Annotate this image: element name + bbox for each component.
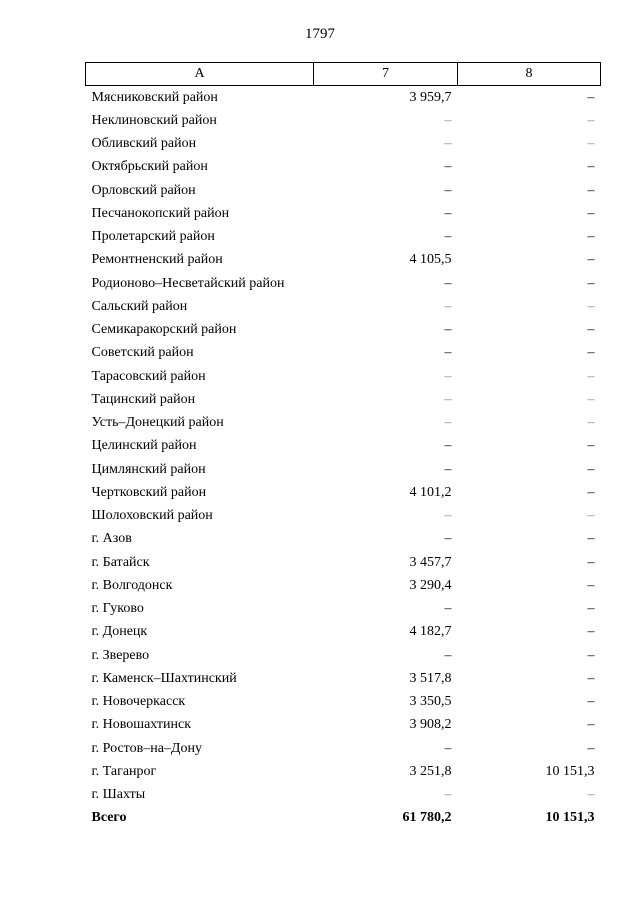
column-7-cell: – <box>444 345 452 361</box>
table-row <box>86 644 601 667</box>
column-7-cell: – <box>444 159 452 175</box>
column-8-cell: – <box>587 577 595 593</box>
column-7-cell: – <box>444 275 452 291</box>
table-row <box>86 458 601 481</box>
column-7-cell: – <box>444 205 452 221</box>
table-row <box>86 435 601 458</box>
table-row <box>86 784 601 807</box>
row-label-cell: Тацинский район <box>91 391 196 407</box>
table-row <box>86 691 601 714</box>
row-label-cell: г. Зверево <box>91 647 150 663</box>
row-label-cell: Мясниковский район <box>91 89 218 105</box>
column-7-cell: 3 517,8 <box>409 670 452 686</box>
column-header-a: А <box>86 63 314 86</box>
column-7-cell: – <box>444 368 452 384</box>
total-row <box>86 807 601 830</box>
table-row <box>86 737 601 760</box>
column-8-cell: – <box>587 531 595 547</box>
row-label-cell: Орловский район <box>91 182 196 198</box>
table-row <box>86 574 601 597</box>
column-8-cell: – <box>587 136 595 152</box>
table-row <box>86 528 601 551</box>
column-7-cell: 3 251,8 <box>409 763 452 779</box>
column-8-cell: 10 151,3 <box>545 763 595 779</box>
table-row <box>86 156 601 179</box>
column-8-cell: – <box>587 484 595 500</box>
row-label-cell: Тарасовский район <box>91 368 206 384</box>
table-row <box>86 342 601 365</box>
table-row <box>86 319 601 342</box>
row-label-cell: Песчанокопский район <box>91 205 230 221</box>
table-row <box>86 551 601 574</box>
column-header-8: 8 <box>458 63 601 86</box>
column-8-cell: – <box>587 438 595 454</box>
column-8-cell: – <box>587 554 595 570</box>
column-8-cell: – <box>587 694 595 710</box>
column-8-cell: – <box>587 624 595 640</box>
row-label-cell: Целинский район <box>91 438 197 454</box>
table-row <box>86 295 601 318</box>
table-row <box>86 621 601 644</box>
row-label-cell: Советский район <box>91 345 194 361</box>
column-8-cell: – <box>587 322 595 338</box>
row-label-cell: г. Шахты <box>91 787 146 803</box>
column-header-7: 7 <box>314 63 458 86</box>
row-label-cell: Сальский район <box>91 298 188 314</box>
column-7-cell: 3 457,7 <box>409 554 452 570</box>
row-label-cell: Неклиновский район <box>91 112 217 128</box>
table-row <box>86 714 601 737</box>
row-label-cell: г. Азов <box>91 531 132 547</box>
column-7-cell: – <box>444 136 452 152</box>
column-8-cell: – <box>587 345 595 361</box>
row-label-cell: г. Гуково <box>91 601 144 617</box>
column-7-cell: – <box>444 461 452 477</box>
column-8-cell: – <box>587 112 595 128</box>
column-8-cell: – <box>587 647 595 663</box>
table-row <box>86 505 601 528</box>
table-row <box>86 86 601 110</box>
table-row <box>86 388 601 411</box>
row-label-cell: г. Донецк <box>91 624 148 640</box>
table-row <box>86 109 601 132</box>
column-7-cell: 3 908,2 <box>409 717 452 733</box>
total-column-8-cell: 10 151,3 <box>545 810 595 826</box>
column-7-cell: 4 101,2 <box>409 484 452 500</box>
page-number: 1797 <box>305 26 335 42</box>
column-7-cell: – <box>444 112 452 128</box>
column-8-cell: – <box>587 717 595 733</box>
column-8-cell: – <box>587 415 595 431</box>
table-row <box>86 667 601 690</box>
column-7-cell: – <box>444 415 452 431</box>
row-label-cell: г. Новошахтинск <box>91 717 192 733</box>
table-row <box>86 272 601 295</box>
table-row <box>86 226 601 249</box>
total-label-cell: Всего <box>91 810 127 826</box>
column-8-cell: – <box>587 205 595 221</box>
row-label-cell: г. Волгодонск <box>91 577 173 593</box>
table-row <box>86 202 601 225</box>
column-8-cell: – <box>587 670 595 686</box>
column-7-cell: – <box>444 787 452 803</box>
column-7-cell: – <box>444 391 452 407</box>
column-8-cell: – <box>587 89 595 105</box>
column-7-cell: – <box>444 322 452 338</box>
column-7-cell: – <box>444 740 452 756</box>
table-row <box>86 249 601 272</box>
column-8-cell: – <box>587 159 595 175</box>
column-7-cell: – <box>444 508 452 524</box>
column-8-cell: – <box>587 182 595 198</box>
data-table <box>85 62 601 830</box>
column-7-cell: 3 290,4 <box>409 577 452 593</box>
column-7-cell: 3 350,5 <box>409 694 452 710</box>
column-8-cell: – <box>587 740 595 756</box>
table-row <box>86 179 601 202</box>
table-row <box>86 481 601 504</box>
row-label-cell: г. Таганрог <box>91 763 157 779</box>
column-8-cell: – <box>587 391 595 407</box>
column-8-cell: – <box>587 275 595 291</box>
table-row <box>86 365 601 388</box>
row-label-cell: г. Каменск–Шахтинский <box>91 670 237 686</box>
column-7-cell: – <box>444 229 452 245</box>
table-header-row <box>86 63 601 86</box>
row-label-cell: Пролетарский район <box>91 229 215 245</box>
table-body <box>86 86 601 831</box>
total-column-7-cell: 61 780,2 <box>402 810 452 826</box>
column-7-cell: – <box>444 438 452 454</box>
row-label-cell: Семикаракорский район <box>91 322 237 338</box>
column-7-cell: – <box>444 647 452 663</box>
column-8-cell: – <box>587 252 595 268</box>
column-8-cell: – <box>587 368 595 384</box>
row-label-cell: Шолоховский район <box>91 508 213 524</box>
row-label-cell: Усть–Донецкий район <box>91 415 224 431</box>
row-label-cell: Ремонтненский район <box>91 252 223 268</box>
column-7-cell: – <box>444 182 452 198</box>
column-8-cell: – <box>587 787 595 803</box>
column-8-cell: – <box>587 508 595 524</box>
table-row <box>86 760 601 783</box>
row-label-cell: Цимлянский район <box>91 461 206 477</box>
column-8-cell: – <box>587 298 595 314</box>
row-label-cell: Обливский район <box>91 136 197 152</box>
row-label-cell: Чертковский район <box>91 484 207 500</box>
row-label-cell: г. Новочеркасск <box>91 694 186 710</box>
table-row <box>86 412 601 435</box>
row-label-cell: г. Батайск <box>91 554 150 570</box>
column-8-cell: – <box>587 229 595 245</box>
row-label-cell: г. Ростов–на–Дону <box>91 740 202 756</box>
column-7-cell: – <box>444 298 452 314</box>
column-8-cell: – <box>587 601 595 617</box>
column-7-cell: – <box>444 531 452 547</box>
column-7-cell: 3 959,7 <box>409 89 452 105</box>
column-7-cell: – <box>444 601 452 617</box>
column-7-cell: 4 182,7 <box>409 624 452 640</box>
row-label-cell: Родионово–Несветайский район <box>91 275 285 291</box>
row-label-cell: Октябрьский район <box>91 159 208 175</box>
table-row <box>86 598 601 621</box>
column-7-cell: 4 105,5 <box>409 252 452 268</box>
column-8-cell: – <box>587 461 595 477</box>
table-row <box>86 133 601 156</box>
